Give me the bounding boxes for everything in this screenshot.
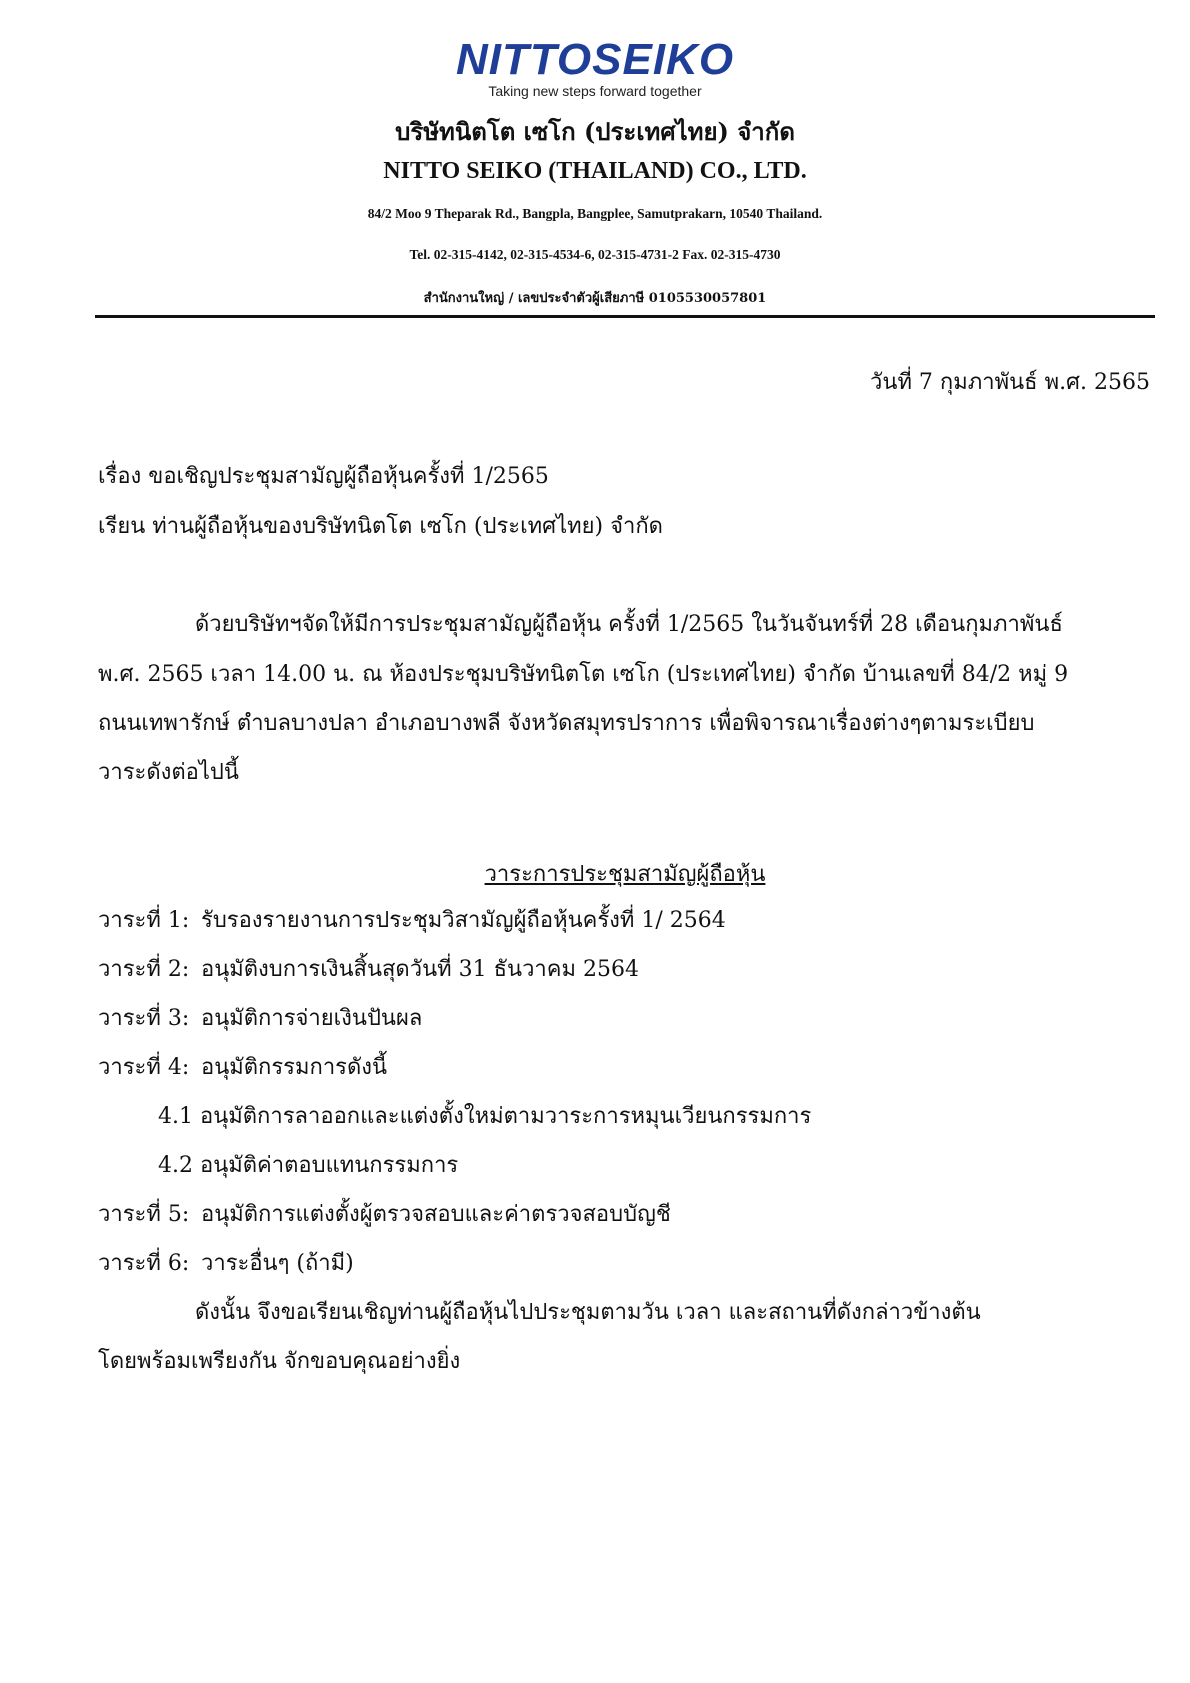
company-address: 84/2 Moo 9 Theparak Rd., Bangpla, Bangplee, Samutprakarn, 10540 Thailand.	[367, 206, 823, 221]
closing-line: โดยพร้อมเพรียงกัน จักขอบคุณอย่างยิ่ง	[98, 1349, 461, 1374]
sub-agenda-item	[158, 1098, 811, 1133]
agenda-title: วาระการประชุมสามัญผู้ถือหุ้น	[484, 862, 766, 887]
agenda-item	[98, 902, 726, 937]
body-line: พ.ศ. 2565 เวลา 14.00 น. ณ ห้องประชุมบริษัทนิตโต เซโก (ประเทศไทย) จำกัด บ้านเลขที่ 84/2 หมู่ 9	[98, 662, 1069, 687]
agenda-item	[98, 1049, 387, 1084]
agenda-key: วาระที่ 2:	[98, 957, 190, 982]
body-line: วาระดังต่อไปนี้	[98, 760, 239, 785]
sub-agenda-text: อนุมัติค่าตอบแทนกรรมการ	[200, 1153, 459, 1178]
agenda-text: รับรองรายงานการประชุมวิสามัญผู้ถือหุ้นครั้งที่ 1/ 2564	[201, 908, 726, 933]
company-contact: Tel. 02-315-4142, 02-315-4534-6, 02-315-4731-2 Fax. 02-315-4730	[409, 247, 781, 262]
agenda-key: วาระที่ 1:	[98, 908, 190, 933]
header-divider	[95, 315, 1155, 318]
agenda-item	[98, 1196, 671, 1231]
sub-agenda-key: 4.2	[158, 1153, 193, 1178]
sub-agenda-item	[158, 1147, 458, 1182]
agenda-text: อนุมัติการแต่งตั้งผู้ตรวจสอบและค่าตรวจสอบบัญชี	[201, 1202, 671, 1227]
agenda-key: วาระที่ 6:	[98, 1251, 190, 1276]
letter-subject: เรื่อง ขอเชิญประชุมสามัญผู้ถือหุ้นครั้งที่ 1/2565	[98, 464, 549, 489]
company-tax-id: สำนักงานใหญ่ / เลขประจำตัวผู้เสียภาษี 0105530057801	[423, 291, 767, 306]
agenda-text: อนุมัติกรรมการดังนี้	[201, 1055, 388, 1080]
company-name-thai: บริษัทนิตโต เซโก (ประเทศไทย) จำกัด	[395, 117, 795, 146]
agenda-text: อนุมัติงบการเงินสิ้นสุดวันที่ 31 ธันวาคม 2564	[201, 957, 639, 982]
agenda-text: อนุมัติการจ่ายเงินปันผล	[201, 1006, 423, 1031]
body-line: ด้วยบริษัทฯจัดให้มีการประชุมสามัญผู้ถือหุ้น ครั้งที่ 1/2565 ในวันจันทร์ที่ 28 เดือนกุมภาพันธ์	[195, 612, 1063, 637]
company-name-english: NITTO SEIKO (THAILAND) CO., LTD.	[383, 158, 807, 184]
company-tagline: Taking new steps forward together	[488, 83, 702, 99]
agenda-key: วาระที่ 5:	[98, 1202, 190, 1227]
company-logo: NITTOSEIKO	[455, 35, 735, 84]
closing-line: ดังนั้น จึงขอเรียนเชิญท่านผู้ถือหุ้นไปประชุมตามวัน เวลา และสถานที่ดังกล่าวข้างต้น	[195, 1300, 981, 1325]
sub-agenda-text: อนุมัติการลาออกและแต่งตั้งใหม่ตามวาระการหมุนเวียนกรรมการ	[200, 1104, 812, 1129]
agenda-key: วาระที่ 4:	[98, 1055, 190, 1080]
body-line: ถนนเทพารักษ์ ตำบลบางปลา อำเภอบางพลี จังหวัดสมุทรปราการ เพื่อพิจารณาเรื่องต่างๆตามระเบียบ	[98, 711, 1035, 736]
agenda-item	[98, 1000, 422, 1035]
letter-date: วันที่ 7 กุมภาพันธ์ พ.ศ. 2565	[870, 370, 1150, 395]
agenda-item	[98, 951, 639, 986]
agenda-text: วาระอื่นๆ (ถ้ามี)	[201, 1251, 354, 1276]
agenda-key: วาระที่ 3:	[98, 1006, 190, 1031]
sub-agenda-key: 4.1	[158, 1104, 193, 1129]
agenda-item	[98, 1245, 354, 1280]
letter-recipient: เรียน ท่านผู้ถือหุ้นของบริษัทนิตโต เซโก (ประเทศไทย) จำกัด	[98, 514, 663, 539]
